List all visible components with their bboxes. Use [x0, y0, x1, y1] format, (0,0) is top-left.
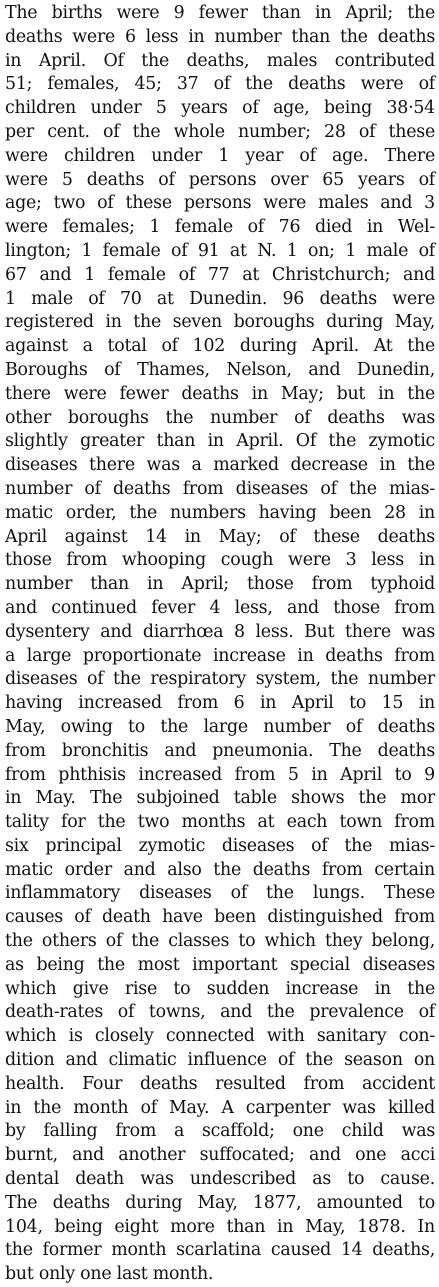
article-line: six principal zymotic diseases of the mias-: [5, 835, 435, 856]
article-line: a large proportionate increase in deaths from: [5, 645, 435, 666]
article-line: but only one last month.: [5, 1264, 214, 1285]
article-line: those from whooping cough were 3 less in: [5, 550, 435, 571]
article-line: deaths were 6 less in number than the deaths: [5, 26, 435, 47]
article-line: age; two of these persons were males and 3: [5, 193, 435, 214]
article-line: in April. Of the deaths, males contributed: [5, 50, 435, 71]
article-line: 1 male of 70 at Dunedin. 96 deaths were: [5, 288, 435, 309]
article-line: May, owing to the large number of deaths: [5, 716, 435, 737]
article-line: which give rise to sudden increase in the: [5, 978, 435, 999]
article-line: Boroughs of Thames, Nelson, and Dunedin,: [5, 359, 435, 380]
article-line: and continued fever 4 less, and those from: [5, 597, 435, 618]
article-line: burnt, and another suffocated; and one acci: [5, 1145, 435, 1166]
article-line: from phthisis increased from 5 in April to 9: [5, 764, 435, 785]
article-line: slightly greater than in April. Of the zymotic: [5, 431, 435, 452]
article-line: The deaths during May, 1877, amounted to: [5, 1192, 435, 1213]
article-line: against a total of 102 during April. At the: [5, 336, 435, 357]
article-line: there were fewer deaths in May; but in the: [5, 383, 435, 404]
article-line: diseases of the respiratory system, the number: [5, 669, 435, 690]
article-line: matic order and also the deaths from certain: [5, 859, 435, 880]
article-line: by falling from a scaffold; one child was: [5, 1121, 435, 1142]
article-line: were 5 deaths of persons over 65 years of: [5, 169, 435, 190]
article-line: matic order, the numbers having been 28 in: [5, 502, 435, 523]
article-line: 67 and 1 female of 77 at Christchurch; and: [5, 264, 435, 285]
article-line: in the month of May. A carpenter was killed: [5, 1097, 435, 1118]
article-line: as being the most important special diseases: [5, 954, 435, 975]
article-line: 51; females, 45; 37 of the deaths were of: [5, 74, 435, 95]
article-line: causes of death have been distinguished from: [5, 907, 435, 928]
article-line: health. Four deaths resulted from accident: [5, 1073, 435, 1094]
article-line: April against 14 in May; of these deaths: [5, 526, 435, 547]
article-line: dental death was undescribed as to cause.: [5, 1169, 435, 1190]
article-line: dition and climatic influence of the season on: [5, 1050, 435, 1071]
article-line: per cent. of the whole number; 28 of these: [5, 121, 435, 142]
article-line: children under 5 years of age, being 38·54: [5, 98, 435, 119]
article-line: number than in April; those from typhoid: [5, 574, 435, 595]
article-line: death-rates of towns, and the prevalence of: [5, 1002, 435, 1023]
article-line: lington; 1 female of 91 at N. 1 on; 1 male of: [5, 240, 435, 261]
article-line: having increased from 6 in April to 15 in: [5, 693, 435, 714]
article-line: The births were 9 fewer than in April; the: [5, 3, 435, 23]
article-line: in May. The subjoined table shows the mor: [5, 788, 435, 809]
article-line: tality for the two months at each town from: [5, 812, 435, 833]
article-line: 104, being eight more than in May, 1878. In: [5, 1216, 435, 1237]
article-line: registered in the seven boroughs during May,: [5, 312, 435, 333]
article-line: the others of the classes to which they belong,: [5, 931, 435, 952]
article-line: dysentery and diarrhœa 8 less. But there was: [5, 621, 435, 642]
article-line: were children under 1 year of age. There: [5, 145, 435, 166]
article-line: other boroughs the number of deaths was: [5, 407, 435, 428]
article-line: were females; 1 female of 76 died in Wel-: [5, 217, 435, 238]
article-line: the former month scarlatina caused 14 deaths,: [5, 1240, 435, 1261]
article-line: inflammatory diseases of the lungs. These: [5, 883, 435, 904]
article-line: which is closely connected with sanitary con-: [5, 1026, 435, 1047]
article-line: from bronchitis and pneumonia. The deaths: [5, 740, 435, 761]
article-line: number of deaths from diseases of the mias-: [5, 478, 435, 499]
article-line: diseases there was a marked decrease in the: [5, 455, 435, 476]
